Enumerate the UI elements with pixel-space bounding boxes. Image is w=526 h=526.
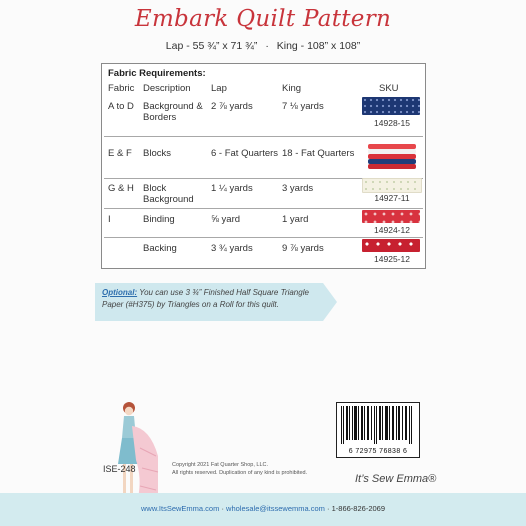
fabric-cell: E & F	[108, 148, 132, 159]
sku-cell: 14928-15	[374, 118, 410, 128]
optional-note-banner	[95, 283, 323, 321]
king-cell: 18 - Fat Quarters	[282, 148, 355, 159]
king-cell: 9 ⅞ yards	[282, 243, 324, 254]
col-header-lap: Lap	[211, 83, 227, 94]
copyright-line-1: Copyright 2021 Fat Quarter Shop, LLC.	[172, 462, 268, 468]
requirements-heading: Fabric Requirements:	[108, 68, 206, 79]
lap-cell: 6 - Fat Quarters	[211, 148, 279, 159]
pattern-title: Embark Quilt Pattern	[134, 6, 392, 32]
fabric-cell: G & H	[108, 183, 134, 194]
table-row	[102, 237, 425, 267]
fabric-cell: A to D	[108, 101, 134, 112]
lap-cell: 1 ¼ yards	[211, 183, 253, 194]
description-cell: Background & Borders	[143, 101, 203, 123]
pattern-code: ISE-248	[103, 464, 136, 474]
quilt-sizes	[0, 40, 526, 52]
king-cell: 7 ⅛ yards	[282, 101, 324, 112]
phone-number: 1-866-826-2069	[331, 504, 386, 513]
footer-separator: ·	[221, 504, 224, 513]
table-row	[102, 178, 425, 208]
king-cell: 1 yard	[282, 214, 309, 225]
col-header-fabric: Fabric	[108, 83, 135, 94]
email-link[interactable]: wholesale@itssewemma.com	[226, 504, 325, 513]
lap-cell: ⅝ yard	[211, 214, 241, 225]
fabric-cell: I	[108, 214, 111, 225]
table-row	[102, 96, 425, 136]
sku-cell: 14927-11	[374, 193, 410, 203]
description-cell: Backing	[143, 243, 177, 254]
sku-cell: 14925-12	[374, 254, 410, 264]
cream-print-swatch	[362, 178, 422, 193]
king-cell: 3 yards	[282, 183, 314, 194]
optional-label: Optional:	[102, 288, 138, 297]
size-separator: ·	[265, 40, 269, 52]
red-floral-swatch	[362, 210, 420, 223]
col-header-description: Description	[143, 83, 191, 94]
description-cell: Binding	[143, 214, 175, 225]
sku-cell: 14924-12	[374, 225, 410, 235]
copyright-line-2: All rights reserved. Duplication of any kind is prohibited.	[172, 470, 308, 476]
optional-text: You can use 3 ¾” Finished Half Square Triangle Paper (#H375) by Triangles on a Roll for this quilt.	[102, 288, 309, 309]
col-header-king: King	[282, 83, 302, 94]
website-link[interactable]: www.ItsSewEmma.com	[140, 504, 220, 513]
barcode-number: 6 72975 76838 6	[348, 448, 408, 455]
copyright-notice	[172, 461, 332, 477]
fat-quarter-bundle-image	[364, 142, 420, 172]
table-row	[102, 136, 425, 178]
description-cell: Block Background	[143, 183, 194, 205]
lap-cell: 2 ⅞ yards	[211, 101, 253, 112]
table-row	[102, 208, 425, 237]
brand-name: It’s Sew Emma®	[355, 473, 437, 485]
col-header-sku: SKU	[379, 83, 399, 94]
navy-dot-swatch	[362, 97, 420, 115]
description-cell: Blocks	[143, 148, 171, 159]
optional-note	[102, 287, 324, 311]
barcode-bars	[341, 406, 413, 444]
lap-size: Lap - 55 ¾” x 71 ¾”	[165, 40, 258, 52]
king-size: King - 108” x 108”	[276, 40, 361, 52]
red-sprig-swatch	[362, 239, 420, 252]
footer-contact	[0, 504, 526, 513]
upc-barcode	[336, 402, 420, 458]
footer-separator: ·	[327, 504, 330, 513]
fabric-requirements-table	[101, 63, 426, 269]
lap-cell: 3 ¾ yards	[211, 243, 253, 254]
